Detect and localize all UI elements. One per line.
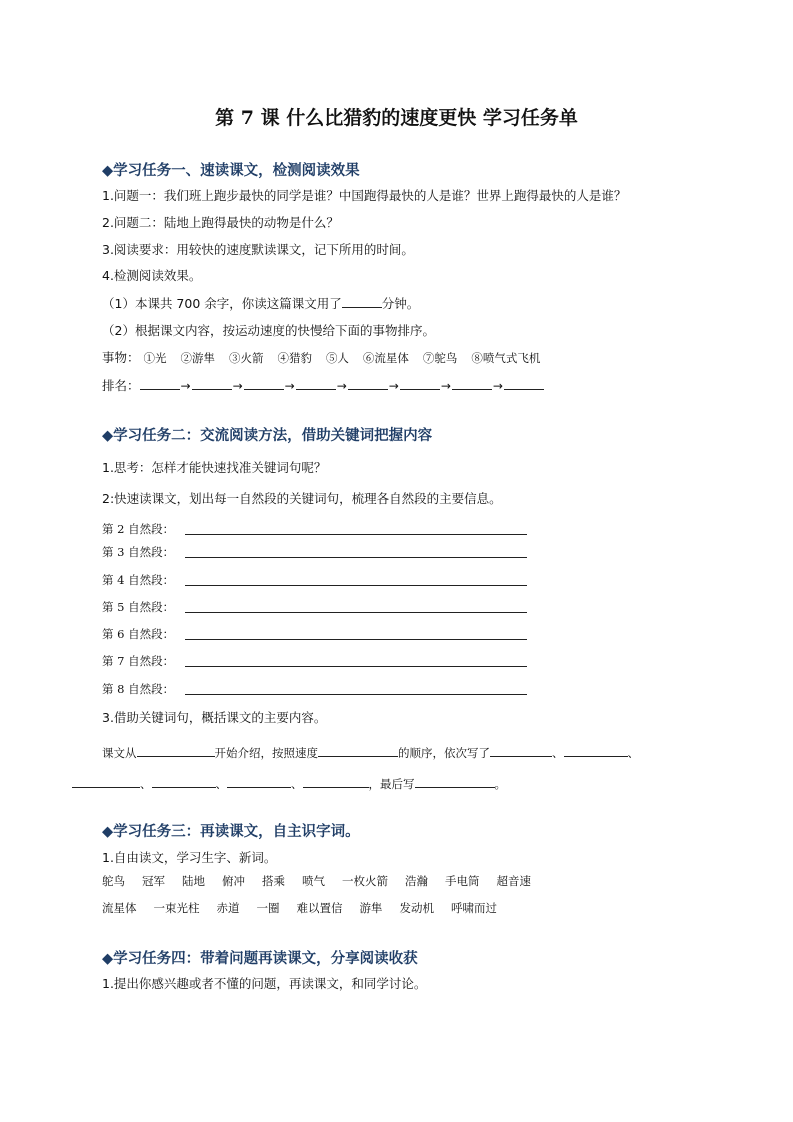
task1-question-2: 2.问题二：陆地上跑得最快的动物是什么？ — [102, 215, 339, 230]
task4-question-1: 1.提出你感兴趣或者不懂的问题，再读课文，和同学讨论。 — [102, 976, 427, 991]
summary-line-2 — [72, 775, 506, 792]
task2-question-3: 3.借助关键词句，概括课文的主要内容。 — [102, 710, 327, 725]
paragraph-label: 第 4 自然段： — [102, 573, 175, 587]
task1-question-4: 4.检测阅读效果。 — [102, 268, 202, 283]
arrow-icon: → — [284, 379, 295, 393]
thing-item: ④猎豹 — [277, 351, 312, 365]
thing-item: ③火箭 — [228, 351, 264, 365]
answer-line[interactable] — [185, 557, 527, 558]
summary-blank[interactable] — [72, 775, 140, 788]
answer-line[interactable] — [185, 534, 527, 535]
task2-question-1: 1.思考：怎样才能快速找准关键词句呢？ — [102, 460, 327, 475]
word-row-2 — [102, 900, 497, 916]
vocab-word: 发动机 — [399, 901, 434, 915]
rank-blank[interactable] — [504, 377, 544, 390]
answer-line[interactable] — [185, 585, 527, 586]
summary-blank[interactable] — [227, 775, 291, 788]
task1-question-1: 1.问题一：我们班上跑步最快的同学是谁？中国跑得最快的人是谁？世界上跑得最快的人是谁？ — [102, 188, 627, 203]
answer-line[interactable] — [185, 612, 527, 613]
task4-heading: ◆学习任务四：带着问题再读课文，分享阅读收获 — [102, 950, 418, 967]
vocab-word: 一圈 — [256, 901, 280, 915]
task1-question-4b: （2）根据课文内容，按运动速度的快慢给下面的事物排序。 — [102, 323, 435, 338]
summary-blank[interactable] — [564, 744, 628, 757]
rank-blank[interactable] — [140, 377, 180, 390]
rank-blank[interactable] — [192, 377, 232, 390]
summary-blank[interactable] — [137, 744, 215, 757]
summary-text: 课文从 — [102, 746, 137, 760]
separator: 、 — [552, 746, 564, 760]
vocab-word: 陆地 — [182, 874, 205, 888]
separator: 、 — [215, 777, 227, 791]
vocab-word: 手电筒 — [445, 874, 480, 888]
vocab-word: 一枚火箭 — [342, 874, 388, 888]
separator: 、 — [140, 777, 152, 791]
things-line — [102, 348, 540, 366]
summary-text: ，最后写 — [368, 777, 415, 791]
arrow-icon: → — [336, 379, 347, 393]
answer-line[interactable] — [185, 666, 527, 667]
thing-item: ①光 — [143, 351, 167, 365]
vocab-word: 俯冲 — [222, 874, 245, 888]
task3-question-1: 1.自由读文，学习生字、新词。 — [102, 850, 277, 865]
vocab-word: 游隼 — [359, 901, 383, 915]
ranking-label: 排名： — [102, 378, 140, 393]
vocab-word: 鸵鸟 — [102, 874, 125, 888]
rank-blank[interactable] — [348, 377, 388, 390]
vocab-word: 超音速 — [496, 874, 531, 888]
summary-text: 的顺序，依次写了 — [398, 746, 490, 760]
summary-blank[interactable] — [303, 775, 369, 788]
arrow-icon: → — [492, 379, 503, 393]
rank-blank[interactable] — [400, 377, 440, 390]
vocab-word: 冠军 — [142, 874, 165, 888]
paragraph-label: 第 5 自然段： — [102, 600, 175, 614]
summary-line-1 — [102, 744, 639, 761]
vocab-word: 赤道 — [216, 901, 240, 915]
rank-blank[interactable] — [244, 377, 284, 390]
separator: 、 — [627, 746, 639, 760]
word-row-1 — [102, 873, 531, 889]
thing-item: ⑧喷气式飞机 — [471, 351, 541, 365]
vocab-word: 流星体 — [102, 901, 137, 915]
arrow-icon: → — [232, 379, 243, 393]
arrow-icon: → — [388, 379, 399, 393]
vocab-word: 呼啸而过 — [451, 901, 497, 915]
summary-blank[interactable] — [318, 744, 398, 757]
vocab-word: 浩瀚 — [405, 874, 428, 888]
reading-time-line — [102, 294, 419, 312]
task2-heading: ◆学习任务二：交流阅读方法，借助关键词把握内容 — [102, 427, 433, 444]
separator: 、 — [291, 777, 303, 791]
reading-time-prefix: （1）本课共 700 余字，你读这篇课文用了 — [102, 296, 342, 311]
thing-item: ⑥流星体 — [362, 351, 409, 365]
vocab-word: 难以置信 — [296, 901, 343, 915]
answer-line[interactable] — [185, 639, 527, 640]
thing-item: ②游隼 — [180, 351, 215, 365]
paragraph-label: 第 7 自然段： — [102, 654, 175, 668]
paragraph-label: 第 2 自然段： — [102, 522, 175, 536]
page-title: 第 7 课 什么比猎豹的速度更快 学习任务单 — [215, 107, 578, 129]
things-label: 事物： — [102, 350, 140, 365]
arrow-icon: → — [440, 379, 451, 393]
rank-blank[interactable] — [452, 377, 492, 390]
answer-line[interactable] — [185, 694, 527, 695]
reading-time-blank[interactable] — [342, 295, 382, 308]
task3-heading: ◆学习任务三：再读课文，自主识字词。 — [102, 823, 360, 840]
vocab-word: 喷气 — [302, 874, 325, 888]
thing-item: ⑦鸵鸟 — [422, 351, 458, 365]
summary-blank[interactable] — [415, 775, 495, 788]
reading-time-suffix: 分钟。 — [381, 296, 420, 311]
summary-blank[interactable] — [490, 744, 552, 757]
task1-question-3: 3.阅读要求：用较快的速度默读课文，记下所用的时间。 — [102, 242, 414, 257]
vocab-word: 搭乘 — [262, 874, 285, 888]
summary-text: 。 — [494, 777, 506, 791]
summary-text: 开始介绍，按照速度 — [214, 746, 318, 760]
vocab-word: 一束光柱 — [153, 901, 200, 915]
arrow-icon: → — [180, 379, 191, 393]
ranking-line — [102, 376, 544, 394]
rank-blank[interactable] — [296, 377, 336, 390]
paragraph-label: 第 3 自然段： — [102, 545, 175, 559]
task2-question-2: 2:快速读课文，划出每一自然段的关键词句，梳理各自然段的主要信息。 — [102, 491, 502, 506]
paragraph-label: 第 6 自然段： — [102, 627, 175, 641]
summary-blank[interactable] — [152, 775, 216, 788]
paragraph-label: 第 8 自然段： — [102, 682, 175, 696]
task1-heading: ◆学习任务一、速读课文，检测阅读效果 — [102, 162, 360, 179]
thing-item: ⑤人 — [325, 351, 349, 365]
